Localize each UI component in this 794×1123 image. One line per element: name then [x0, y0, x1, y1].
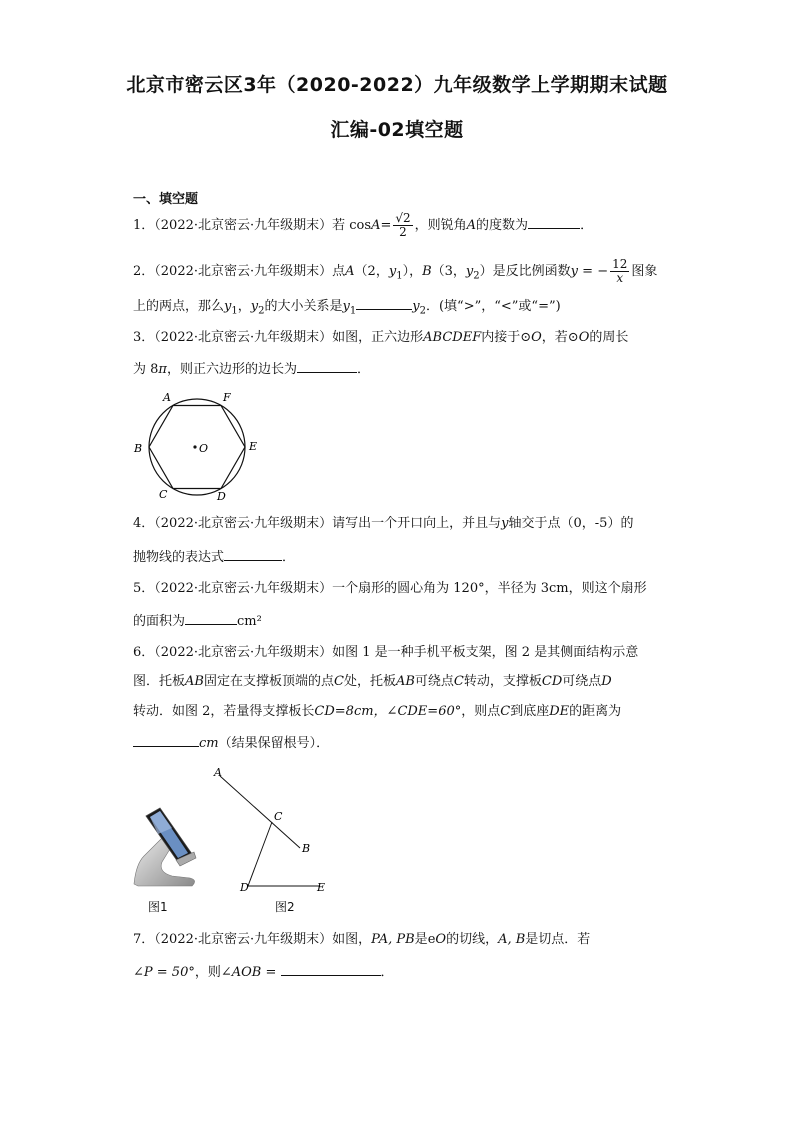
- answer-blank[interactable]: [297, 359, 357, 373]
- circle-o: [149, 399, 245, 495]
- figure-1-caption: 图1: [148, 900, 168, 914]
- label-a: A: [163, 391, 171, 404]
- question-6-line-2: 图．托板AB固定在支撑板顶端的点C处，托板AB可绕点C转动，支撑板CD可绕点D: [133, 674, 612, 689]
- structure-diagram: [210, 764, 340, 894]
- answer-blank[interactable]: [356, 296, 412, 310]
- label-a: A: [214, 766, 222, 779]
- question-2-line-2: 上的两点，那么$y_1$，$y_2$的大小关系是$y_1$ $y_2$．(填“>”，“<”或“=”): [133, 296, 561, 321]
- section-heading: 一、填空题: [133, 192, 199, 207]
- answer-blank[interactable]: [281, 962, 381, 976]
- question-7-line-1: 7．（2022·北京密云·九年级期末）如图，PA, PB是eO的切线，A, B是切点．若: [133, 932, 591, 947]
- question-2-line-1: 2．（2022·北京密云·九年级期末）点A（2，$y_1$），B（3，$y_2$）是反比例函数y = − $\frac{12}{x}$ 图象: [133, 257, 658, 285]
- question-4-line-2: 抛物线的表达式 ．: [133, 547, 295, 567]
- regular-hexagon: [149, 406, 245, 489]
- answer-blank[interactable]: [528, 215, 580, 229]
- answer-blank[interactable]: [185, 611, 237, 625]
- figure-2-caption: 图2: [275, 900, 295, 914]
- segment-ab: [220, 776, 300, 848]
- label-c: C: [159, 488, 168, 501]
- question-5-line-2: 的面积为 cm²: [133, 611, 262, 631]
- question-6-line-1: 6．（2022·北京密云·九年级期末）如图 1 是一种手机平板支架，图 2 是其侧面结构示意: [133, 645, 639, 660]
- label-b: B: [134, 442, 143, 455]
- segment-cd: [248, 822, 272, 886]
- hexagon-figure: [134, 391, 258, 503]
- document-title-line-1: 北京市密云区3年（2020-2022）九年级数学上学期期末试题: [126, 74, 668, 96]
- label-b: B: [302, 842, 311, 855]
- label-c: C: [274, 810, 283, 823]
- label-o: O: [199, 442, 209, 455]
- question-4-line-1: 4．（2022·北京密云·九年级期末）请写出一个开口向上，并且与y轴交于点（0，-5）的: [133, 516, 634, 531]
- question-5-line-1: 5．（2022·北京密云·九年级期末）一个扇形的圆心角为 120°，半径为 3cm，则这个扇形: [133, 581, 647, 596]
- answer-blank[interactable]: [133, 733, 199, 747]
- answer-blank[interactable]: [224, 547, 282, 561]
- label-e: E: [317, 881, 326, 894]
- question-3-line-2: 为 8π，则正六边形的边长为 ．: [133, 359, 370, 379]
- label-f: F: [223, 391, 231, 404]
- label-d: D: [240, 881, 249, 894]
- document-title-line-2: 汇编-02填空题: [330, 119, 464, 141]
- label-e: E: [249, 440, 258, 453]
- center-point: [193, 445, 196, 448]
- question-6-line-4: cm（结果保留根号）．: [133, 733, 329, 753]
- question-7-line-2: ∠P = 50°，则∠AOB = ．: [133, 962, 394, 982]
- phone-stand-image: [132, 806, 202, 886]
- question-1: 1．（2022·北京密云·九年级期末）若 cosA= $\frac{√2}{2}$ ，则锐角A的度数为 ．: [133, 211, 594, 239]
- question-3-line-1: 3．（2022·北京密云·九年级期末）如图，正六边形ABCDEF内接于⊙O，若⊙O的周长: [133, 330, 629, 345]
- question-6-line-3: 转动．如图 2，若量得支撑板长CD=8cm，∠CDE=60°，则点C到底座DE的距离为: [133, 704, 622, 719]
- label-d: D: [217, 490, 226, 503]
